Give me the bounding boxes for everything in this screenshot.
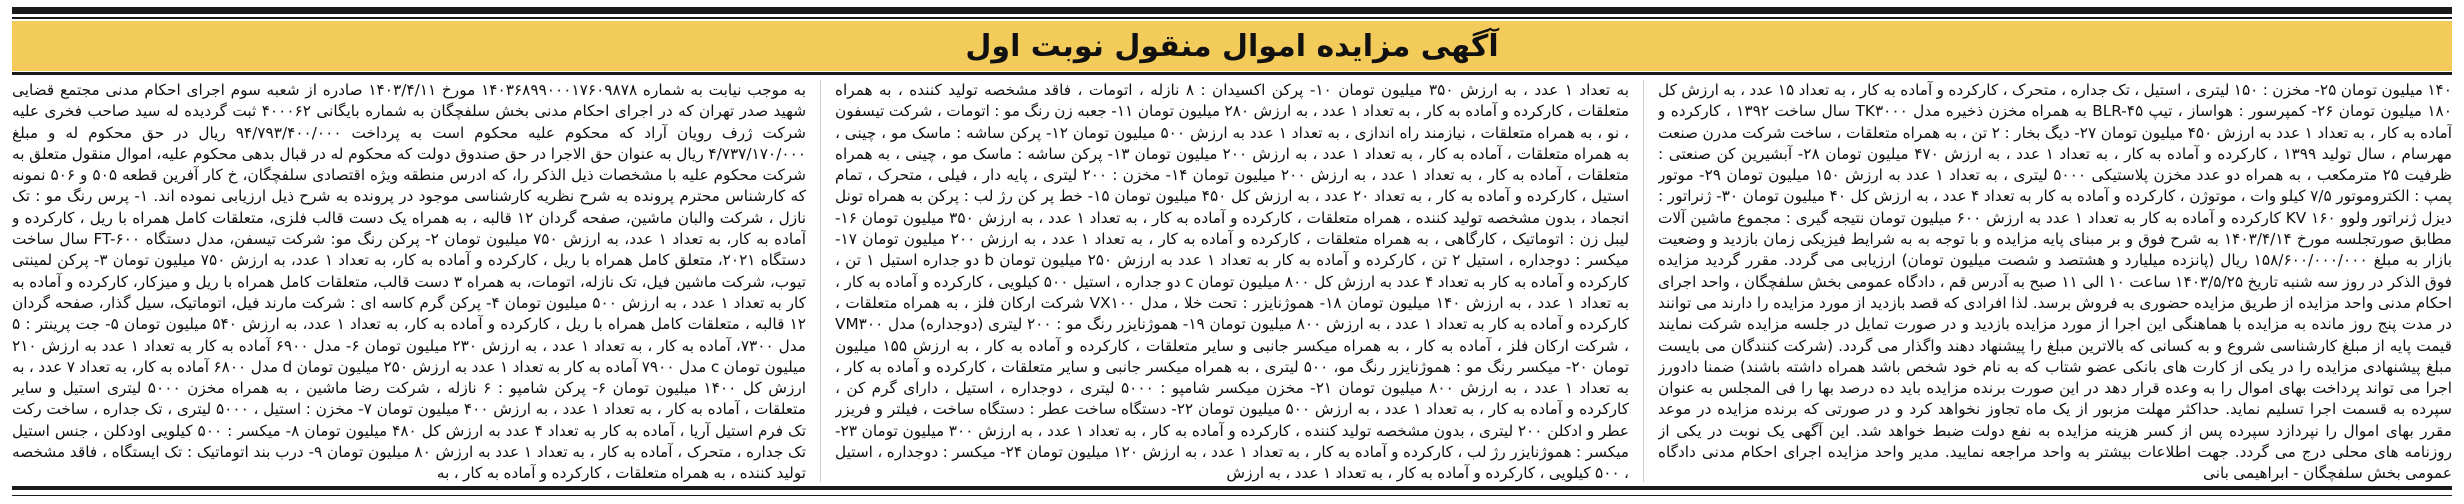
column-divider bbox=[1643, 80, 1644, 482]
top-border-thin bbox=[12, 17, 2452, 19]
title-underline bbox=[12, 72, 2452, 75]
bottom-border-thin bbox=[12, 495, 2452, 496]
top-border-thick bbox=[12, 7, 2452, 14]
notice-column-middle: به تعداد ۱ عدد ، به ارزش ۳۵۰ میلیون تومان ۱۰- پرکن اکسیدان : ۸ نازله ، اتومات ، فاقد مشخصه تولید کننده ، به همراه متعلقات ، کارکرده و آماده به کار ، به تعداد ۱ عدد ، به ارزش ۲۸۰ میلیون تومان ۱۱- جعبه زن رنگ مو : اتومات ، شرکت تیسفون ، نو ، به همراه متعلقات ، نیازمند راه اندازی ، به تعداد ۱ عدد به ارزش ۵۰۰ میلیون تومان ۱۲- پرکن ساشه : ماسک مو ، چینی ، به همراه متعلقات ، آماده به کار ، به تعداد ۱ عدد ، به ارزش ۲۰۰ میلیون تومان ۱۳- پرکن ساشه : ماسک مو ، چینی ، به همراه متعلقات ، آماده به کار ، به تعداد ۱ عدد ، به ارزش ۲۰۰ میلیون تومان ۱۴- مخزن : ۲۰۰ لیتری ، پایه دار ، فیلی ، متحرک ، تمام استیل ، کارکرده و آماده به کار ، به تعداد ۲۰ عدد ، به ارزش کل ۴۵۰ میلیون تومان ۱۵- خط پر کن رژ لب : پرکن به همراه تونل انجماد ، بدون مشخصه تولید کننده ، همراه متعلقات ، کارکرده و آماده به کار ، به تعداد ۱ عدد ، به ارزش ۳۵۰ میلیون تومان ۱۶- لیبل زن : اتوماتیک ، کارگاهی ، به همراه متعلقات ، کارکرده و آماده به کار ، به تعداد ۱ عدد ، به ارزش ۲۰۰ میلیون تومان ۱۷- میکسر : دوجداره ، استیل ۲ تن ، کارکرده و آماده به کار به تعداد ۱ عدد به ارزش ۲۵۰ میلیون تومان b دو جداره استیل ۱ تن ، کارکرده و آماده به کار به تعداد ۴ عدد به ارزش کل ۸۰۰ میلیون تومان c دو جداره ، استیل ۵۰۰ کیلویی ، کارکرده و آماده به کار ، به تعداد ۱ عدد ، به ارزش ۱۴۰ میلیون تومان ۱۸- هموژنایزر : تحت خلا ، مدل VX۱۰۰ شرکت ارکان فلز ، به همراه متعلقات ، کارکرده و آماده به کار به تعداد ۱ عدد ، به ارزش ۸۰۰ میلیون تومان ۱۹- هموژنایزر رنگ مو : ۲۰۰ لیتری (دوجداره) مدل VM۳۰۰ ، شرکت ارکان فلز ، آماده به کار ، به همراه میکسر جانبی و سایر متعلقات ، کارکرده و آماده به کار ، به ارزش ۱۵۵ میلیون تومان ۲۰- میکسر رنگ مو : هموژنایزر رنگ مو، ۵۰۰ لیتری ، به همراه میکسر جانبی و سایر متعلقات ، کارکرده و آماده به کار ، به تعداد ۱ عدد ، به ارزش ۸۰۰ میلیون تومان ۲۱- مخزن میکسر شامپو : ۵۰۰۰ لیتری ، دوجداره ، استیل ، دارای گرم کن ، کارکرده و آماده به کار ، به تعداد ۱ عدد ، به ارزش ۵۰۰ میلیون تومان ۲۲- دستگاه ساخت عطر : دستگاه ساخت ، فیلتر و فریزر عطر و ادکلن ۲۰۰ لیتری ، بدون مشخصه تولید کننده ، کارکرده و آماده به کار ، به تعداد ۱ عدد ، به ارزش ۳۰۰ میلیون تومان ۲۳- میکسر : هموژنایزر رژ لب ، کارکرده و آماده به کار ، به تعداد ۱ عدد ، به ارزش ۱۲۰ میلیون تومان ۲۴- میکسر : دوجداره ، استیل ، ۵۰۰ کیلویی ، کارکرده و آماده به کار ، به تعداد ۱ عدد ، به ارزش bbox=[835, 81, 1629, 482]
bottom-border-thick bbox=[12, 486, 2452, 490]
notice-column-left: ۱۴۰ میلیون تومان ۲۵- مخزن : ۱۵۰ لیتری ، استیل ، تک جداره ، متحرک ، کارکرده و آماده به کار ، به تعداد ۱۵ عدد ، به ارزش کل ۱۸۰ میلیون تومان ۲۶- کمپرسور : هواساز ، تیپ BLR-۴۵ به همراه مخزن ذخیره مدل TK۳۰۰۰ سال ساخت ۱۳۹۲ ، کارکرده و آماده به کار ، به تعداد ۱ عدد به ارزش ۴۵۰ میلیون تومان ۲۷- دیگ بخار : ۲ تن ، به همراه متعلقات ، ساخت شرکت مدرن صنعت مهرسام ، سال تولید ۱۳۹۹ ، کارکرده و آماده به کار ، به تعداد ۱ عدد ، به ارزش ۴۷۰ میلیون تومان ۲۸- آبشیرین کن صنعتی : ظرفیت ۲۵ مترمکعب ، به همراه دو عدد مخزن پلاستیکی ۵۰۰۰ لیتری ، به تعداد ۱ عدد به ارزش ۱۵۰ میلیون تومان ۲۹- موتور پمپ : الکتروموتور ۷/۵ کیلو وات ، موتوژن ، کارکرده و آماده به کار به تعداد ۴ عدد ، به ارزش کل ۴۰ میلیون تومان ۳۰- ژنراتور : دیزل ژنراتور ولوو ۱۶۰ KV کارکرده و آماده به کار به تعداد ۱ عدد به ارزش ۶۰۰ میلیون تومان نتیجه گیری : مجموع ماشین آلات مطابق صورتجلسه مورخ ۱۴۰۳/۴/۱۴ به شرح فوق و بر مبنای پایه مزایده و با توجه به به شرایط فیزیکی زمان بازدید و وضعیت بازار به مبلغ ۱۵۸/۶۰۰/۰۰۰/۰۰۰ ریال (پانزده میلیارد و هشتصد و شصت میلیون تومان) ارزیابی می گردد. مقرر گردید مزایده فوق الذکر در روز سه شنبه تاریخ ۱۴۰۳/۵/۲۵ ساعت ۱۰ الی ۱۱ صبح به آدرس قم ، دادگاه عمومی بخش سلفچگان ، واحد اجرای احکام مدنی واحد مزایده از طریق مزایده حضوری به فروش برسد. لذا افرادی که قصد بازدید از مورد مزایده را دارند می توانند در مدت پنج روز مانده به مزایده با هماهنگی این اجرا از مورد مزایده بازدید و در صورت تمایل در جلسه مزایده شرکت نمایند قیمت پایه از مبلغ کارشناسی شروع و به کسانی که بالاترین مبلغ را پیشنهاد دهند واگذار می گردد. (شرکت کنندگان می بایست مبلغ پیشنهادی مزایده را در یکی از کارت های بانکی عضو شتاب که به نام خود شخص باشد همراه داشته باشند) ضمنا دادورز اجرا می تواند پرداخت بهای اموال را به وعده قرار دهد در این صورت برنده مزایده باید ده درصد بها را فی المجلس به عنوان سپرده به قسمت اجرا تسلیم نماید. حداکثر مهلت مزبور از یک ماه تجاوز نخواهد کرد و در صورتی که برنده مزایده در موعد مقرر بهای اموال را نپردازد سپرده پس از کسر هزینه مزایده به نفع دولت ضبط خواهد شد. این آگهی یک نوبت در یکی از روزنامه های محلی درج می گردد. جهت اطلاعات بیشتر به واحد مراجعه نمایید. مدیر واحد مزایده اجرای احکام مدنی دادگاه عمومی بخش سلفچگان - ابراهیمی بانی bbox=[1658, 81, 2452, 482]
notice-title: آگهی مزایده اموال منقول نوبت اول bbox=[12, 21, 2452, 71]
notice-body bbox=[12, 80, 2452, 482]
notice-column-right: به موجب نیابت به شماره ۱۴۰۳۶۸۹۹۰۰۰۱۷۶۰۹۸۷۸ مورخ ۱۴۰۳/۴/۱۱ صادره از شعبه سوم اجرای احکام مدنی مجتمع قضایی شهید صدر تهران که در اجرای احکام مدنی بخش سلفچگان به شماره بایگانی ۴۰۰۰۶۲ ثبت گردیده له سید صاحب فخری علیه شرکت ژرف رویان آراد که محکوم علیه محکوم است به پرداخت ۹۴/۷۹۳/۴۰۰/۰۰۰ ریال در حق محکوم له و مبلغ ۴/۷۳۷/۱۷۰/۰۰۰ ریال به عنوان حق الاجرا در حق صندوق دولت که محکوم له در قبال بدهی محکوم علیه، اموال منقول متعلق به شرکت محکوم علیه با مشخصات ذیل الذکر را، که ادرس منطقه ویژه اقتصادی سلفچگان، خ کار آفرین قطعه ۵۰۵ و ۵۰۶ نمونه که کارشناس محترم پرونده به شرح نظریه کارشناسی موجود در پرونده به شرح ذیل ارزیابی نموده اند. ۱- پرس رنگ مو : تک نازل ، شرکت والبان ماشین، صفحه گردان ۱۲ قالبه ، به همراه یک دست قالب فلزی، متعلقات کامل همراه با ریل ، کارکرده و آماده به کار، به تعداد ۱ عدد، به ارزش ۷۵۰ میلیون تومان ۲- پرکن رنگ مو: شرکت تیسفن، مدل دستگاه FT-۶۰۰ سال ساخت دستگاه ۲۰۲۱، متعلق کامل همراه با ریل ، کارکرده و آماده به کار، به تعداد ۱ عدد، به ارزش ۷۵۰ میلیون تومان ۳- پرکن لمینتی تیوب، شرکت ماشین فیل، تک نازله، اتومات، به همراه ۳ دست قالب، متعلقات کامل همراه با ریل و میزکار، کارکرده و آماده به کار به تعداد ۱ عدد ، به ارزش ۵۰۰ میلیون تومان ۴- پرکن گرم کاسه ای : شرکت مارند فیل، اتوماتیک، سیل گذار، صفحه گردان ۱۲ قالبه ، متعلقات کامل همراه با ریل ، کارکرده و آماده به کار، به تعداد ۱ عدد، به ارزش ۵۴۰ میلیون تومان ۵- جت پرینتر : ۵ مدل ۷۳۰۰، آماده به کار ، به تعداد ۱ عدد ، به ارزش ۲۳۰ میلیون تومان ۶- مدل ۶۹۰۰ آماده به کار به تعداد ۱ عدد به ارزش ۲۱۰ میلیون تومان c مدل ۷۹۰۰ آماده به کار به تعداد ۱ عدد به ارزش ۲۵۰ میلیون تومان d مدل ۶۸۰۰ آماده به کار، به تعداد ۷ عدد ، به ارزش کل ۱۴۰۰ میلیون تومان ۶- پرکن شامپو : ۶ نازله ، شرکت رضا ماشین ، به همراه مخزن ۵۰۰۰ لیتری استیل و سایر متعلقات ، آماده به کار ، به تعداد ۱ عدد ، به ارزش ۴۰۰ میلیون تومان ۷- مخزن : استیل ، ۵۰۰۰ لیتری ، تک جداره ، ساخت رکت تک فرم استیل آریا ، آماده به کار به تعداد ۴ عدد به ارزش کل ۴۸۰ میلیون تومان ۸- میکسر : ۵۰۰ کیلویی اودکلن ، جنس استیل تک جداره ، متحرک ، آماده به کار ، به تعداد ۱ عدد به ارزش ۸۰ میلیون تومان ۹- درب بند اتوماتیک : تک ایستگاه ، فاقد مشخصه تولید کننده ، به همراه متعلقات ، کارکرده و آماده به کار ، به bbox=[12, 81, 806, 482]
column-divider bbox=[820, 80, 821, 482]
